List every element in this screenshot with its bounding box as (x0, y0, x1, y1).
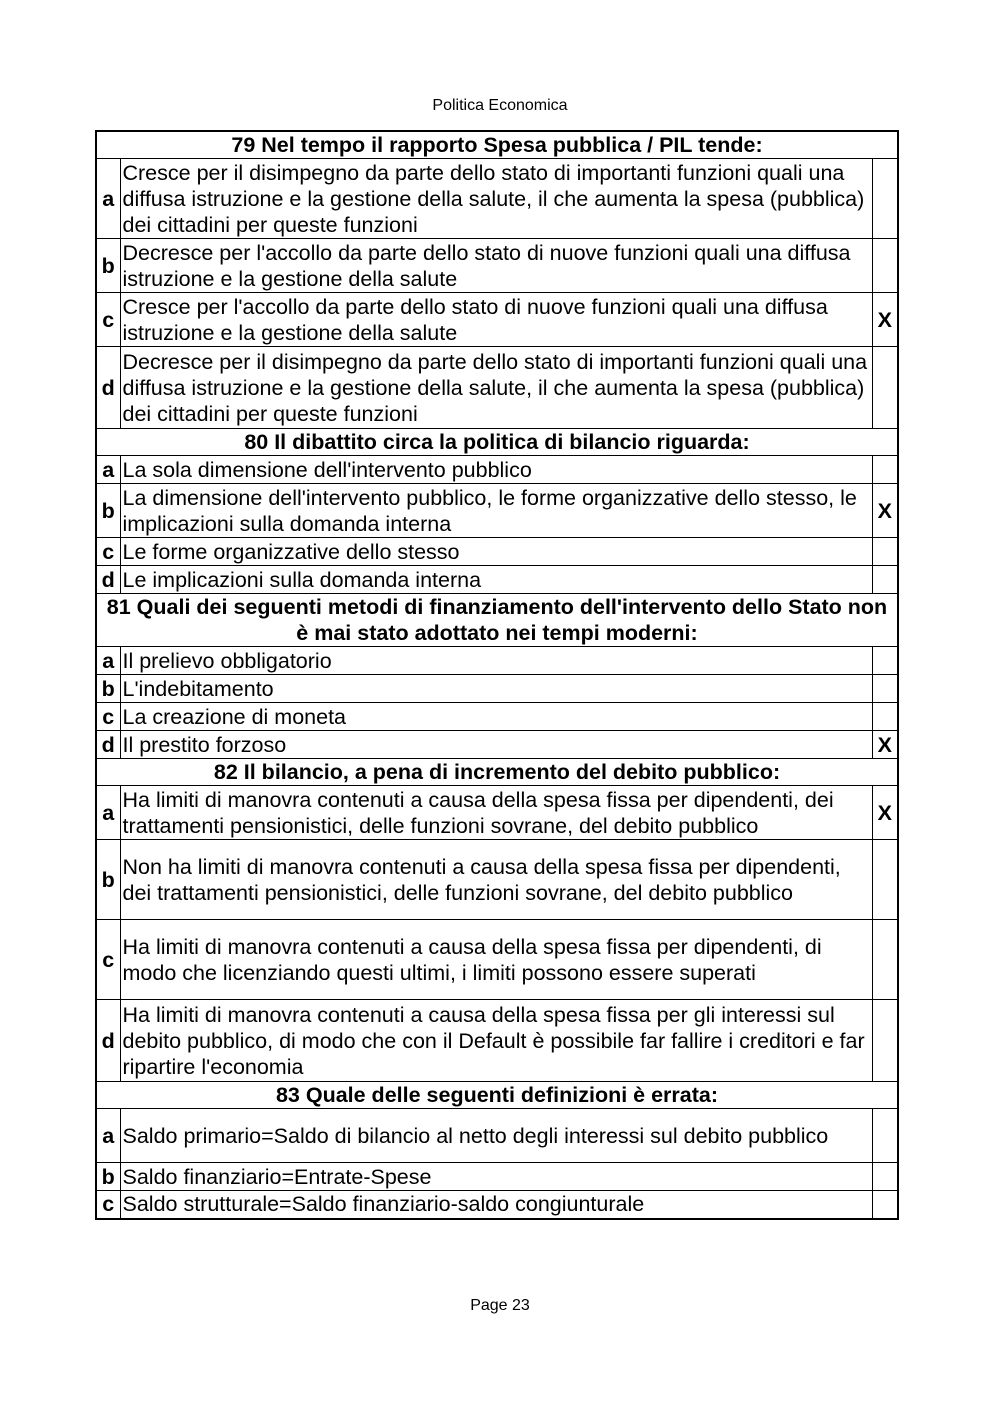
option-letter: d (96, 731, 120, 759)
answer-mark (872, 347, 898, 429)
quiz-table (95, 130, 899, 1220)
option-letter: d (96, 347, 120, 429)
answer-mark (872, 647, 898, 675)
answer-mark: X (872, 293, 898, 347)
answer-mark (872, 1163, 898, 1191)
option-row (96, 840, 898, 920)
option-text: Saldo strutturale=Saldo finanziario-saldo congiunturale (120, 1191, 872, 1219)
option-text: Il prestito forzoso (120, 731, 872, 759)
option-text: Decresce per il disimpegno da parte dello stato di importanti funzioni quali una diffusa istruzione e la gestione della salute, il che aumenta la spesa (pubblica) dei cittadini per queste funzioni (120, 347, 872, 429)
option-text: La dimensione dell'intervento pubblico, le forme organizzative dello stesso, le implicazioni sulla domanda interna (120, 484, 872, 538)
option-row (96, 293, 898, 347)
option-text: La creazione di moneta (120, 703, 872, 731)
answer-mark (872, 538, 898, 566)
question-row (96, 759, 898, 786)
option-row (96, 731, 898, 759)
option-row (96, 347, 898, 429)
option-letter: c (96, 293, 120, 347)
question-row (96, 1082, 898, 1109)
option-row (96, 1109, 898, 1163)
option-text: Le forme organizzative dello stesso (120, 538, 872, 566)
answer-mark (872, 840, 898, 920)
question-title: 80 Il dibattito circa la politica di bilancio riguarda: (96, 429, 898, 456)
answer-mark: X (872, 484, 898, 538)
answer-mark: X (872, 731, 898, 759)
page-header: Politica Economica (432, 97, 568, 114)
question-row (96, 594, 898, 647)
option-letter: a (96, 786, 120, 840)
question-row (96, 429, 898, 456)
option-row (96, 538, 898, 566)
option-row (96, 1191, 898, 1219)
answer-mark (872, 920, 898, 1000)
option-text: Cresce per il disimpegno da parte dello stato di importanti funzioni quali una diffusa istruzione e la gestione della salute, il che aumenta la spesa (pubblica) dei cittadini per queste funzioni (120, 159, 872, 239)
option-letter: b (96, 840, 120, 920)
option-row (96, 484, 898, 538)
answer-mark (872, 566, 898, 594)
option-row (96, 675, 898, 703)
option-letter: b (96, 1163, 120, 1191)
option-row (96, 566, 898, 594)
option-letter: a (96, 1109, 120, 1163)
option-text: Ha limiti di manovra contenuti a causa della spesa fissa per dipendenti, dei trattamenti pensionistici, delle funzioni sovrane, del debito pubblico (120, 786, 872, 840)
answer-mark (872, 1109, 898, 1163)
option-letter: c (96, 538, 120, 566)
question-title: 83 Quale delle seguenti definizioni è errata: (96, 1082, 898, 1109)
option-letter: c (96, 703, 120, 731)
question-row (96, 131, 898, 159)
answer-mark (872, 239, 898, 293)
option-text: Saldo finanziario=Entrate-Spese (120, 1163, 872, 1191)
question-title: 82 Il bilancio, a pena di incremento del debito pubblico: (96, 759, 898, 786)
answer-mark: X (872, 786, 898, 840)
option-letter: c (96, 920, 120, 1000)
option-letter: a (96, 159, 120, 239)
option-row (96, 1000, 898, 1082)
option-row (96, 786, 898, 840)
page-number: Page 23 (470, 1297, 530, 1314)
option-letter: b (96, 675, 120, 703)
option-text: Le implicazioni sulla domanda interna (120, 566, 872, 594)
option-text: Il prelievo obbligatorio (120, 647, 872, 675)
option-row (96, 456, 898, 484)
option-text: Ha limiti di manovra contenuti a causa della spesa fissa per gli interessi sul debito pubblico, di modo che con il Default è possibile far fallire i creditori e far ripartire l'economia (120, 1000, 872, 1082)
option-letter: d (96, 566, 120, 594)
option-letter: c (96, 1191, 120, 1219)
option-text: Saldo primario=Saldo di bilancio al netto degli interessi sul debito pubblico (120, 1109, 872, 1163)
option-letter: a (96, 647, 120, 675)
option-text: Cresce per l'accollo da parte dello stato di nuove funzioni quali una diffusa istruzione e la gestione della salute (120, 293, 872, 347)
option-letter: d (96, 1000, 120, 1082)
option-text: Ha limiti di manovra contenuti a causa della spesa fissa per dipendenti, di modo che licenziando questi ultimi, i limiti possono essere superati (120, 920, 872, 1000)
option-row (96, 703, 898, 731)
answer-mark (872, 1191, 898, 1219)
option-row (96, 647, 898, 675)
option-row (96, 1163, 898, 1191)
option-letter: b (96, 484, 120, 538)
question-title: 81 Quali dei seguenti metodi di finanziamento dell'intervento dello Stato non è mai stato adottato nei tempi moderni: (96, 594, 898, 647)
option-text: Decresce per l'accollo da parte dello stato di nuove funzioni quali una diffusa istruzione e la gestione della salute (120, 239, 872, 293)
question-title: 79 Nel tempo il rapporto Spesa pubblica / PIL tende: (96, 131, 898, 159)
option-row (96, 159, 898, 239)
option-row (96, 920, 898, 1000)
option-row (96, 239, 898, 293)
option-text: L'indebitamento (120, 675, 872, 703)
option-letter: a (96, 456, 120, 484)
answer-mark (872, 159, 898, 239)
answer-mark (872, 675, 898, 703)
option-letter: b (96, 239, 120, 293)
answer-mark (872, 1000, 898, 1082)
answer-mark (872, 456, 898, 484)
answer-mark (872, 703, 898, 731)
option-text: La sola dimensione dell'intervento pubblico (120, 456, 872, 484)
option-text: Non ha limiti di manovra contenuti a causa della spesa fissa per dipendenti, dei trattamenti pensionistici, delle funzioni sovrane, del debito pubblico (120, 840, 872, 920)
